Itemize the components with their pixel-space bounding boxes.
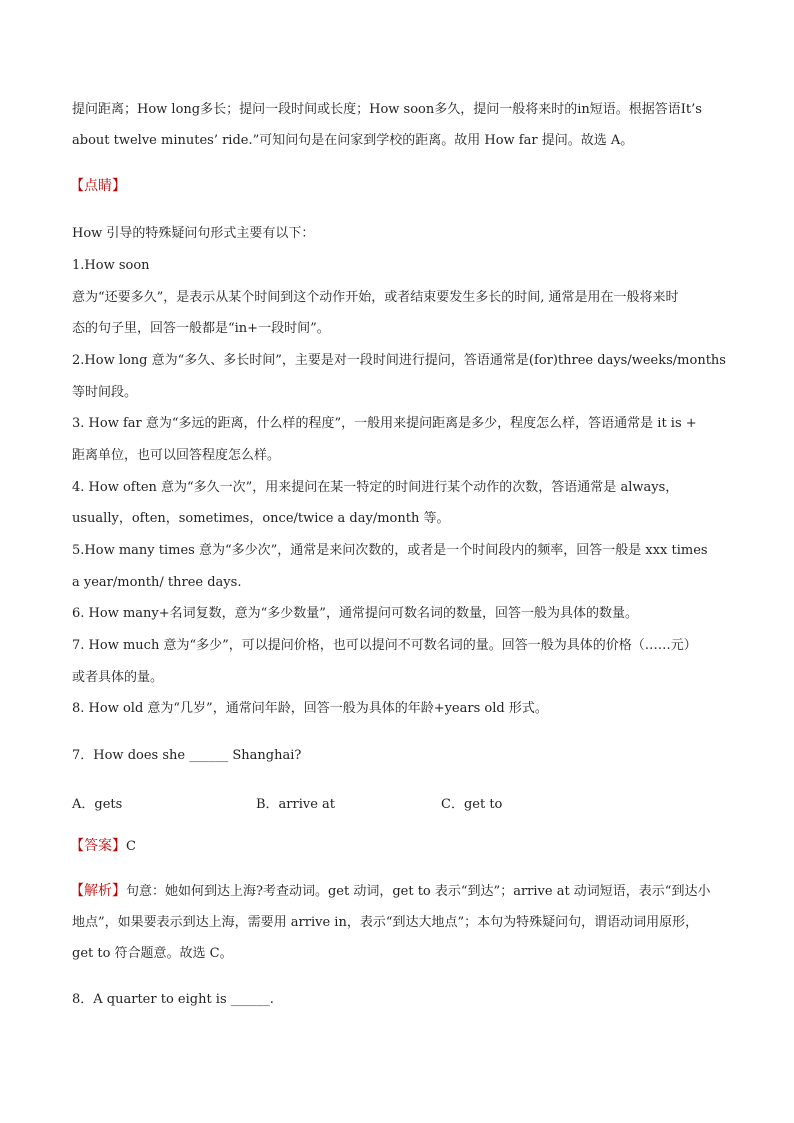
analysis-label: 【解析】 [70,883,126,899]
option-c: C．get to [441,797,503,812]
dianjing-line: 等时间段。 [72,385,138,400]
intro-line: 提问距离；How long多长；提问一段时间或长度；How soon多久，提问一般将来时的in短语。根据答语It’s [72,102,702,117]
analysis-line: get to 符合题意。故选 C。 [72,946,233,961]
dianjing-line: 或者具体的量。 [72,670,164,685]
dianjing-line: 距离单位，也可以回答程度怎么样。 [72,448,281,463]
dianjing-line: How 引导的特殊疑问句形式主要有以下： [72,226,315,241]
dianjing-line: 7. How much 意为“多少”，可以提问价格，也可以提问不可数名词的量。回答一般为具体的价格（……元） [72,638,697,653]
dianjing-line: 态的句子里，回答一般都是“in+一段时间”。 [72,321,330,336]
dianjing-line: 6. How many+名词复数，意为“多少数量”，通常提问可数名词的数量，回答一般为具体的数量。 [72,606,638,621]
dianjing-line: 8. How old 意为“几岁”，通常问年龄，回答一般为具体的年龄+years old 形式。 [72,701,548,716]
question-stem: 7．How does she ______ Shanghai? [72,748,302,763]
analysis-text: 句意：她如何到达上海?考查动词。get 动词，get to 表示“到达”；arrive at 动词短语，表示“到达小 [126,884,711,899]
dianjing-line: 意为“还要多久”，是表示从某个时间到这个动作开始，或者结束要发生多长的时间, 通常是用在一般将来时 [72,290,679,305]
dianjing-line: 2.How long 意为“多久、多长时间”，主要是对一段时间进行提问，答语通常是(for)three days/weeks/months [72,353,726,368]
dianjing-line: usually，often，sometimes，once/twice a day/month 等。 [72,511,450,526]
answer-value: C [126,839,136,854]
dianjing-heading: 【点睛】 [70,178,126,194]
analysis-line: 地点”，如果要表示到达上海，需要用 arrive in，表示“到达大地点”；本句为特殊疑问句，谓语动词用原形， [72,915,699,930]
intro-line: about twelve minutes’ ride.”可知问句是在问家到学校的距离。故用 How far 提问。故选 A。 [72,133,634,148]
dianjing-line: 5.How many times 意为“多少次”，通常是来问次数的，或者是一个时间段内的频率，回答一般是 xxx times [72,543,708,558]
dianjing-line: 4. How often 意为“多久一次”，用来提问在某一特定的时间进行某个动作的次数，答语通常是 always， [72,480,679,495]
question-stem: 8．A quarter to eight is ______. [72,992,274,1007]
dianjing-line: a year/month/ three days. [72,575,242,590]
option-b: B．arrive at [256,797,336,812]
dianjing-line: 1.How soon [72,258,150,273]
option-a: A．gets [72,797,123,812]
analysis-line [70,883,710,900]
answer-line [70,838,136,855]
dianjing-line: 3. How far 意为“多远的距离，什么样的程度”，一般用来提问距离是多少，程度怎么样，答语通常是 it is + [72,416,697,431]
answer-label: 【答案】 [70,838,126,854]
